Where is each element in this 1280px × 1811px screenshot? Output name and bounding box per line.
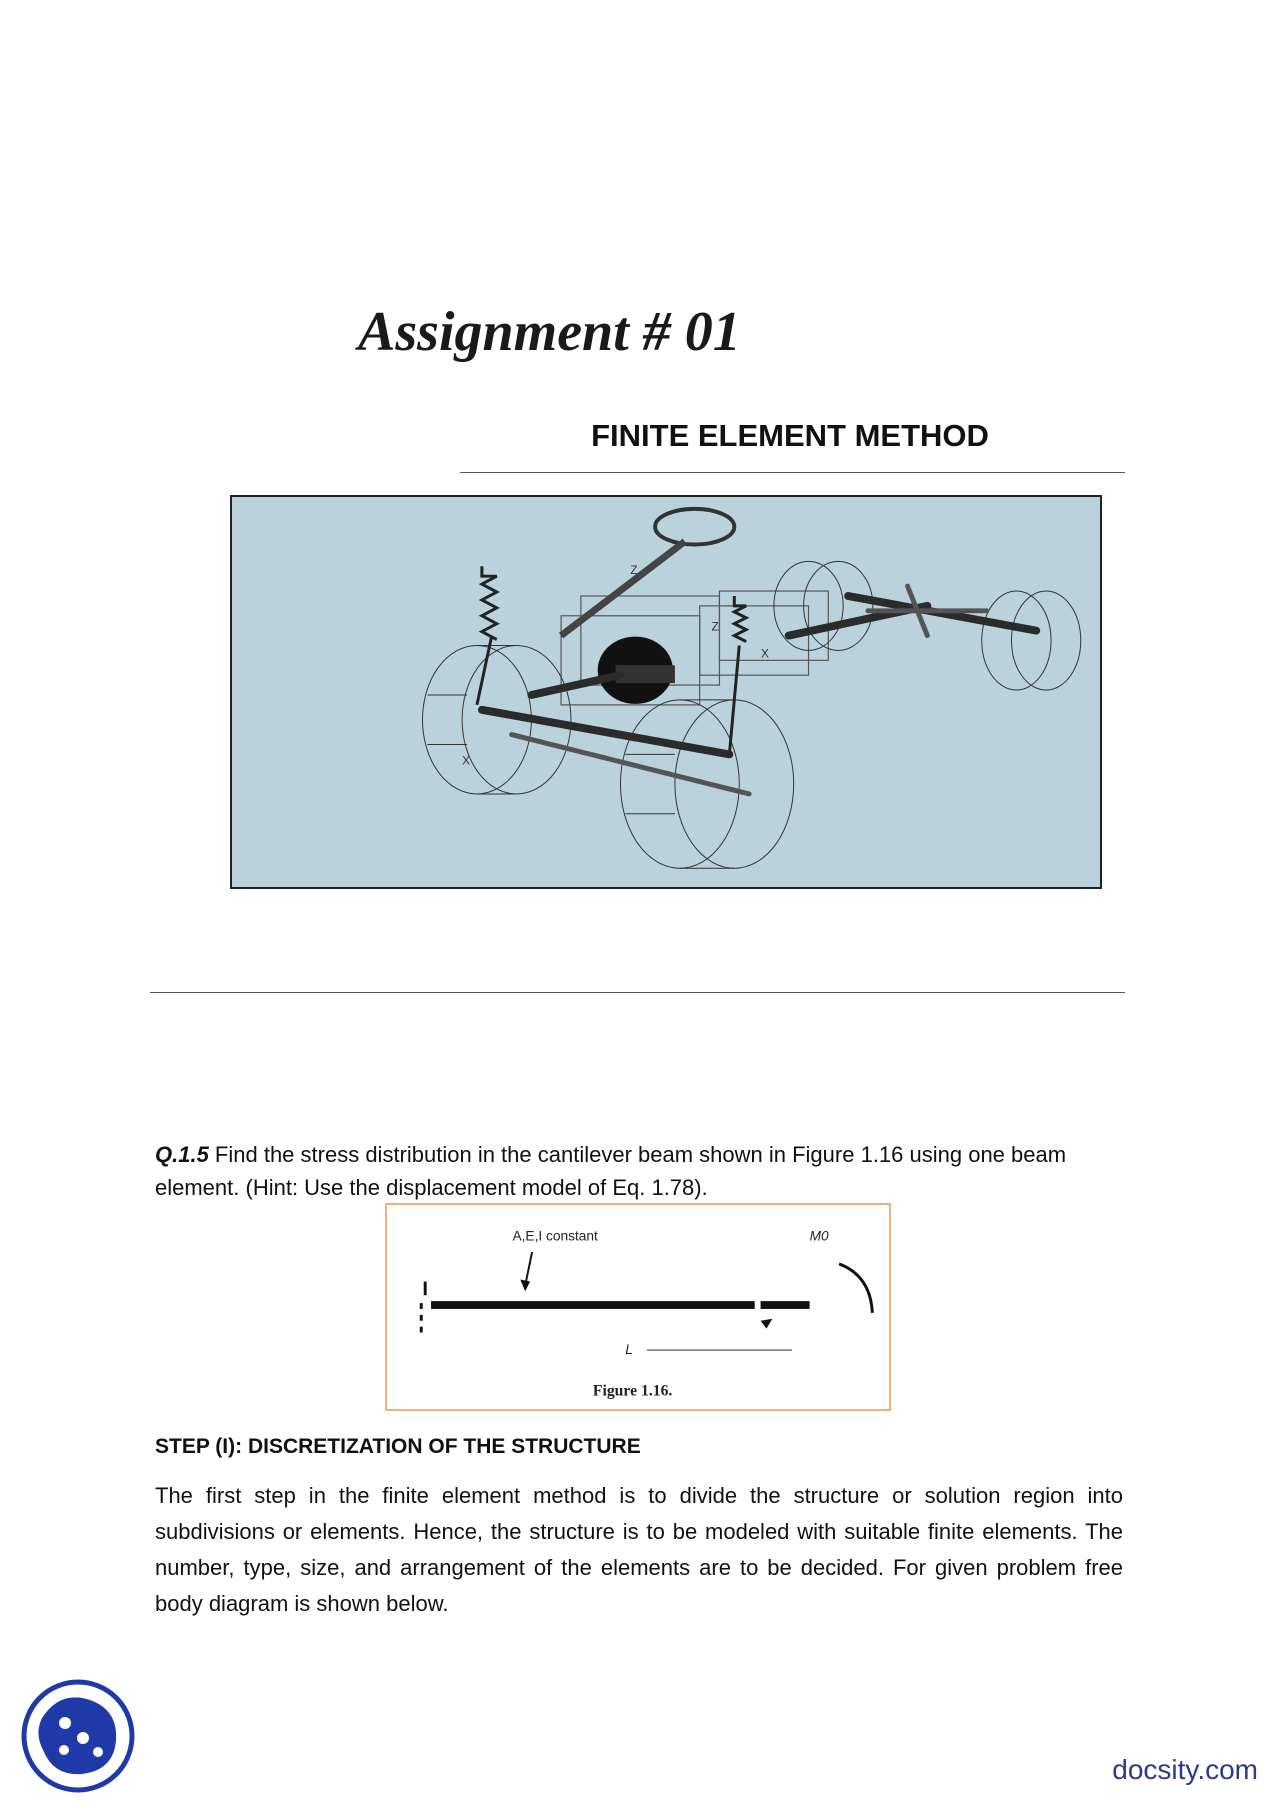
- docsity-logo-icon: [20, 1678, 136, 1794]
- vehicle-wireframe-drawing: [232, 497, 1100, 887]
- bottom-divider: [150, 992, 1125, 993]
- properties-pointer-arrow: [525, 1252, 532, 1285]
- figure-1-16: [385, 1203, 891, 1411]
- question-text: Find the stress distribution in the cantilever beam shown in Figure 1.16 using one beam element. (Hint: Use the displacement model of Eq. 1.78).: [155, 1142, 1067, 1200]
- docsity-brand-link[interactable]: docsity.com: [1112, 1754, 1258, 1785]
- svg-text:X: X: [462, 753, 471, 768]
- fixed-support: [421, 1282, 425, 1333]
- subject-subtitle: FINITE ELEMENT METHOD: [591, 418, 989, 453]
- end-arrowhead: [761, 1319, 773, 1329]
- svg-text:X: X: [761, 646, 769, 661]
- svg-text:Z: Z: [711, 619, 719, 634]
- question-paragraph: [155, 1138, 1125, 1204]
- svg-text:Z: Z: [630, 563, 638, 578]
- cantilever-beam-diagram: [387, 1205, 889, 1409]
- step-body-text: The first step in the finite element method is to divide the structure or solution region into subdivisions or elements. Hence, the structure is to be modeled with suitable finite elements. The number, type, size, and arrangement of the elements are to be decided. For given problem free body diagram is shown below.: [155, 1483, 1123, 1616]
- beam-properties-label: A,E,I constant: [512, 1228, 598, 1244]
- figure-caption: Figure 1.16.: [592, 1382, 673, 1400]
- pointer-arrowhead: [520, 1280, 530, 1292]
- top-divider: [460, 472, 1125, 473]
- moment-arrow: [839, 1264, 872, 1313]
- beam-end-segment: [761, 1301, 810, 1309]
- moment-label: M0: [809, 1228, 829, 1244]
- vehicle-suspension-image: [230, 495, 1102, 889]
- question-number: Q.1.5: [155, 1142, 209, 1167]
- step-heading: STEP (I): DISCRETIZATION OF THE STRUCTURE: [155, 1435, 641, 1458]
- assignment-title: Assignment # 01: [358, 301, 741, 363]
- beam-element: [431, 1301, 755, 1309]
- length-label: L: [625, 1342, 633, 1358]
